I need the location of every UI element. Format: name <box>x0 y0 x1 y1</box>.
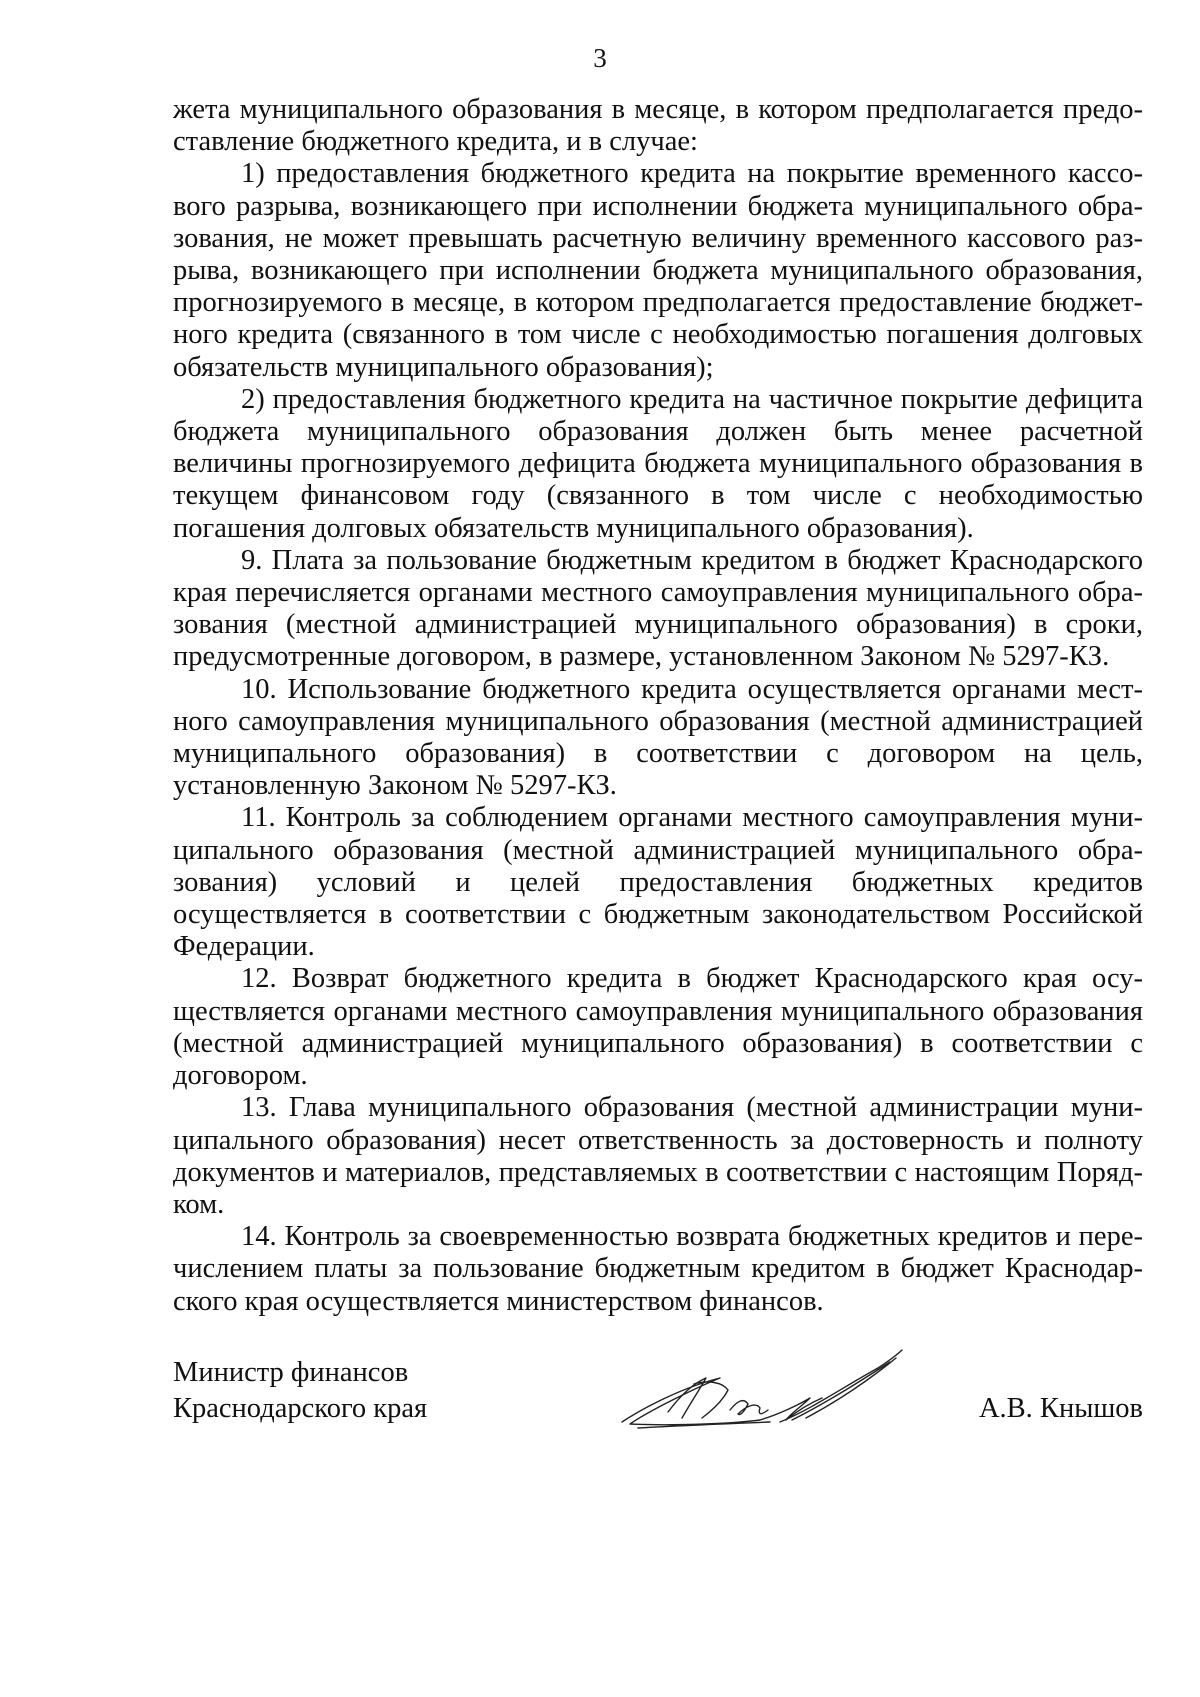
document-body <box>173 94 1143 1318</box>
paragraph-item-14: 14. Контроль за своевременностью возврата бюджетных кредитов и перечислением платы за пользование бюджетным кредитом в бюджет Краснодарского края осуществляется министерством финансов. <box>173 1221 1143 1317</box>
handwritten-signature <box>610 1340 910 1450</box>
signatory-position <box>173 1355 427 1427</box>
paragraph-item-13: 13. Глава муниципального образования (местной администрации муниципального образования) несет ответственность за достоверность и полноту документов и материалов, представляемых в соответствии с настоящим Порядком. <box>173 1092 1143 1220</box>
paragraph-item-11: 11. Контроль за соблюдением органами местного самоуправления муниципального образования (местной администрацией муниципального образования) условий и целей предоставления бюджетных кредитов осуществляется в соответствии с бюджетным законодательством Российской Федерации. <box>173 802 1143 963</box>
page-number: 3 <box>593 43 607 73</box>
paragraph-continuation: жета муниципального образования в месяце, в котором предполагается предоставление бюджетного кредита, и в случае: <box>173 94 1143 158</box>
paragraph-subitem-1: 1) предоставления бюджетного кредита на покрытие временного кассового разрыва, возникающего при исполнении бюджета муниципального образования, не может превышать расчетную величину временного кассового разрыва, возникающего при исполнении бюджета муниципального образования, прогнозируемого в месяце, в котором предполагается предоставление бюджетного кредита (связанного в том числе с необходимостью погашения долговых обязательств муниципального образования); <box>173 158 1143 383</box>
signatory-position-line-1: Министр финансов <box>173 1357 409 1388</box>
paragraph-item-9: 9. Плата за пользование бюджетным кредитом в бюджет Краснодарского края перечисляется органами местного самоуправления муниципального образования (местной администрацией муниципального образования) в сроки, предусмотренные договором, в размере, установленном Законом № 5297-КЗ. <box>173 544 1143 673</box>
signatory-name: А.В. Кнышов <box>978 1393 1143 1424</box>
paragraph-subitem-2: 2) предоставления бюджетного кредита на частичное покрытие дефицита бюджета муниципального образования должен быть менее расчетной величины прогнозируемого дефицита бюджета муниципального образования в текущем финансовом году (связанного в том числе с необходимостью погашения долговых обязательств муниципального образования). <box>173 383 1143 544</box>
signatory-position-line-2: Краснодарского края <box>173 1393 428 1424</box>
paragraph-item-10: 10. Использование бюджетного кредита осуществляется органами местного самоуправления муниципального образования (местной администрацией муниципального образования) в соответствии с договором на цель, установленную Законом № 5297-КЗ. <box>173 673 1143 802</box>
paragraph-item-12: 12. Возврат бюджетного кредита в бюджет Краснодарского края осуществляется органами местного самоуправления муниципального образования (местной администрацией муниципального образования) в соответствии с договором. <box>173 963 1143 1092</box>
